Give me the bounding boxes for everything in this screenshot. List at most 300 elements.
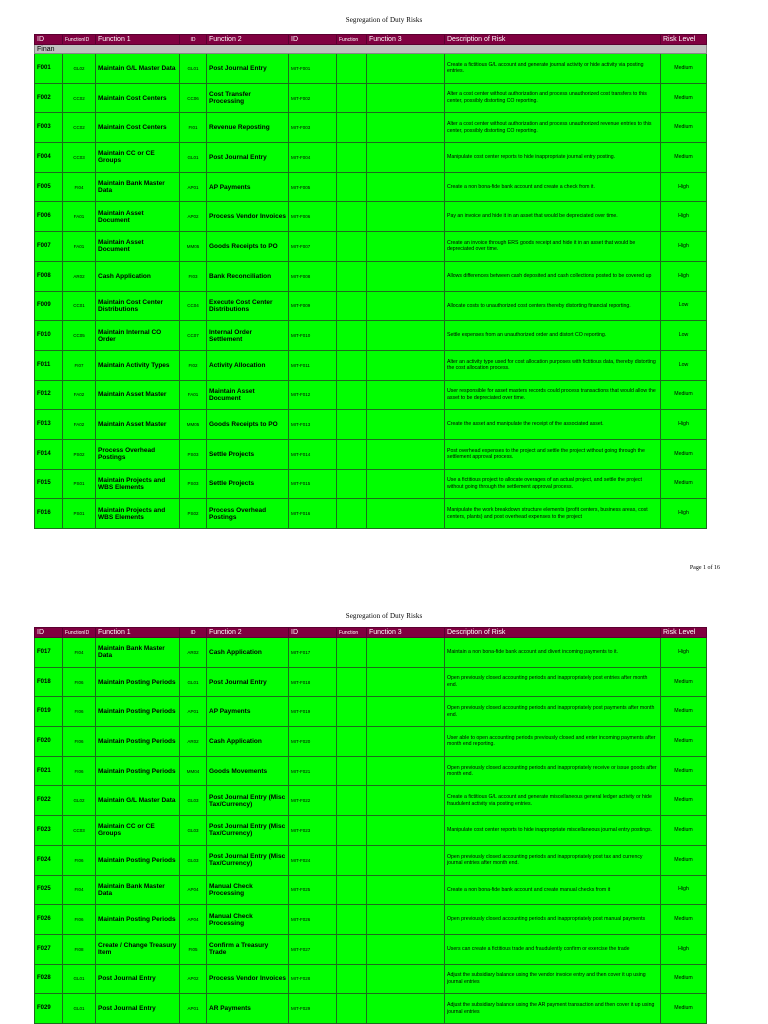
function-2-id: MM05: [180, 410, 207, 440]
function-1-name: Maintain Projects and WBS Elements: [96, 499, 180, 529]
risk-description: Create the asset and manipulate the receipt of the associated asset.: [445, 410, 661, 440]
row-id: F014: [35, 439, 63, 469]
mitigation-id: MIT-F009: [289, 291, 337, 321]
mitigation-id: MIT-F026: [289, 905, 337, 935]
function-1-name: Maintain Bank Master Data: [96, 875, 180, 905]
function-1-name: Create / Change Treasury Item: [96, 934, 180, 964]
mitigation-id: MIT-F012: [289, 380, 337, 410]
function-3-id: [337, 172, 367, 202]
risk-level: Medium: [661, 667, 707, 697]
function-2-id: AR02: [180, 727, 207, 757]
function-1-name: Maintain Cost Centers: [96, 83, 180, 113]
mitigation-id: MIT-F020: [289, 727, 337, 757]
function-1-id: FA01: [63, 232, 96, 262]
risk-level: High: [661, 934, 707, 964]
row-id: F027: [35, 934, 63, 964]
risk-level: Medium: [661, 113, 707, 143]
function-2-id: GL03: [180, 816, 207, 846]
function-2-name: Cash Application: [207, 638, 289, 668]
mitigation-id: MIT-F005: [289, 172, 337, 202]
function-2-name: Manual Check Processing: [207, 875, 289, 905]
row-id: F015: [35, 469, 63, 499]
row-id: F021: [35, 756, 63, 786]
mitigation-id: MIT-F006: [289, 202, 337, 232]
function-1-name: Maintain Asset Document: [96, 232, 180, 262]
function-3-id: [337, 232, 367, 262]
risk-table: [34, 34, 707, 529]
function-2-id: FI02: [180, 350, 207, 380]
function-3-name: [367, 964, 445, 994]
function-2-id: AR02: [180, 638, 207, 668]
col-header-id: ID: [35, 628, 63, 638]
function-2-name: Revenue Reposting: [207, 113, 289, 143]
function-3-id: [337, 143, 367, 173]
function-2-name: Maintain Asset Document: [207, 380, 289, 410]
function-1-name: Post Journal Entry: [96, 994, 180, 1024]
risk-level: Medium: [661, 54, 707, 84]
mitigation-id: MIT-F024: [289, 845, 337, 875]
risk-level: Low: [661, 321, 707, 351]
mitigation-id: MIT-F016: [289, 499, 337, 529]
risk-level: Low: [661, 291, 707, 321]
category-label: Finan: [35, 45, 707, 54]
row-id: F002: [35, 83, 63, 113]
function-1-id: FI06: [63, 667, 96, 697]
function-2-id: CC04: [180, 291, 207, 321]
function-2-name: Confirm a Treasury Trade: [207, 934, 289, 964]
row-id: F018: [35, 667, 63, 697]
function-1-id: CC02: [63, 113, 96, 143]
function-3-name: [367, 905, 445, 935]
function-1-id: FA01: [63, 202, 96, 232]
function-2-name: AP Payments: [207, 172, 289, 202]
function-2-id: GL01: [180, 143, 207, 173]
mitigation-id: MIT-F015: [289, 469, 337, 499]
function-3-name: [367, 845, 445, 875]
function-1-name: Maintain Posting Periods: [96, 905, 180, 935]
mitigation-id: MIT-F018: [289, 667, 337, 697]
table-row: [35, 697, 707, 727]
risk-level: Medium: [661, 380, 707, 410]
function-2-id: FI03: [180, 261, 207, 291]
table-row: [35, 202, 707, 232]
risk-description: Users can create a fictitious trade and fraudulently confirm or exercise the trade: [445, 934, 661, 964]
table-row: [35, 113, 707, 143]
row-id: F020: [35, 727, 63, 757]
table-row: [35, 845, 707, 875]
function-2-id: PS02: [180, 499, 207, 529]
function-1-name: Maintain Bank Master Data: [96, 172, 180, 202]
function-2-name: Settle Projects: [207, 469, 289, 499]
mitigation-id: MIT-F022: [289, 786, 337, 816]
function-3-id: [337, 202, 367, 232]
table-row: [35, 964, 707, 994]
table-row: [35, 350, 707, 380]
risk-level: High: [661, 499, 707, 529]
function-3-id: [337, 380, 367, 410]
function-3-id: [337, 261, 367, 291]
function-3-name: [367, 786, 445, 816]
function-3-id: [337, 994, 367, 1024]
row-id: F028: [35, 964, 63, 994]
function-3-id: [337, 697, 367, 727]
function-1-name: Maintain CC or CE Groups: [96, 816, 180, 846]
table-body: [35, 54, 707, 529]
risk-description: Use a fictitious project to allocate overages of an actual project, and settle the project without going through the settlement approval process.: [445, 469, 661, 499]
risk-level: Medium: [661, 697, 707, 727]
function-2-id: FI01: [180, 113, 207, 143]
mitigation-id: MIT-F025: [289, 875, 337, 905]
risk-level: Medium: [661, 469, 707, 499]
function-3-name: [367, 469, 445, 499]
function-3-id: [337, 321, 367, 351]
risk-description: Manipulate the work breakdown structure elements (profit centers, business areas, cost centers, plants) and post overhead expenses to the project: [445, 499, 661, 529]
function-3-id: [337, 469, 367, 499]
function-2-name: Goods Receipts to PO: [207, 410, 289, 440]
function-2-id: AP02: [180, 964, 207, 994]
function-3-id: [337, 638, 367, 668]
function-2-id: AP02: [180, 202, 207, 232]
risk-description: Allows differences between cash deposited and cash collections posted to be covered up: [445, 261, 661, 291]
row-id: F001: [35, 54, 63, 84]
col-header-function-3: Function 3: [367, 628, 445, 638]
mitigation-id: MIT-F014: [289, 439, 337, 469]
function-3-id: [337, 350, 367, 380]
mitigation-id: MIT-F007: [289, 232, 337, 262]
function-3-name: [367, 202, 445, 232]
risk-description: Allocate costs to unauthorized cost centers thereby distorting financial reporting.: [445, 291, 661, 321]
mitigation-id: MIT-F023: [289, 816, 337, 846]
function-3-name: [367, 380, 445, 410]
function-1-name: Maintain Posting Periods: [96, 727, 180, 757]
function-2-name: Cost Transfer Processing: [207, 83, 289, 113]
risk-description: User responsible for asset masters records could process transactions that would allow the asset to be depreciated over time.: [445, 380, 661, 410]
mitigation-id: MIT-F017: [289, 638, 337, 668]
col-header-risk-level: Risk Level: [661, 35, 707, 45]
row-id: F005: [35, 172, 63, 202]
function-2-name: Post Journal Entry: [207, 54, 289, 84]
function-3-name: [367, 232, 445, 262]
col-header-function-id: FunctionID: [63, 628, 96, 638]
table-row: [35, 727, 707, 757]
col-header-function-1: Function 1: [96, 35, 180, 45]
function-3-name: [367, 934, 445, 964]
risk-description: Open previously closed accounting periods and inappropriately post manual payments: [445, 905, 661, 935]
row-id: F023: [35, 816, 63, 846]
risk-description: Settle expenses from an unauthorized order and distort CO reporting.: [445, 321, 661, 351]
function-3-name: [367, 143, 445, 173]
row-id: F011: [35, 350, 63, 380]
function-2-id: FA01: [180, 380, 207, 410]
table-row: [35, 816, 707, 846]
function-3-name: [367, 499, 445, 529]
col-header-function-3: Function 3: [367, 35, 445, 45]
function-3-id: [337, 845, 367, 875]
function-3-id: [337, 291, 367, 321]
col-header-d: ID: [180, 35, 207, 45]
function-3-id: [337, 113, 367, 143]
function-1-id: FA02: [63, 380, 96, 410]
function-3-name: [367, 816, 445, 846]
function-2-name: AP Payments: [207, 697, 289, 727]
function-1-id: GL02: [63, 786, 96, 816]
function-1-id: GL01: [63, 994, 96, 1024]
table-row: [35, 469, 707, 499]
function-2-name: AR Payments: [207, 994, 289, 1024]
function-3-id: [337, 667, 367, 697]
function-2-name: Post Journal Entry (Misc Tax/Currency): [207, 786, 289, 816]
function-1-name: Maintain Bank Master Data: [96, 638, 180, 668]
risk-description: Create a fictitious G/L account and generate journal activity or hide activity via posting entries.: [445, 54, 661, 84]
function-3-name: [367, 83, 445, 113]
risk-description: Manipulate cost center reports to hide inappropriate journal entry posting.: [445, 143, 661, 173]
row-id: F007: [35, 232, 63, 262]
function-3-name: [367, 291, 445, 321]
risk-description: Open previously closed accounting periods and inappropriately post entries after month end.: [445, 667, 661, 697]
function-2-id: AP01: [180, 697, 207, 727]
risk-description: Alter a cost center without authorization and process unauthorized cost transfers to this center, possibly distorting CO reporting.: [445, 83, 661, 113]
risk-description: Manipulate cost center reports to hide inappropriate miscellaneous journal entry postings.: [445, 816, 661, 846]
row-id: F008: [35, 261, 63, 291]
risk-level: High: [661, 875, 707, 905]
function-2-name: Goods Movements: [207, 756, 289, 786]
risk-level: Medium: [661, 964, 707, 994]
function-1-id: PS02: [63, 439, 96, 469]
table-row: [35, 54, 707, 84]
mitigation-id: MIT-F027: [289, 934, 337, 964]
function-3-id: [337, 756, 367, 786]
risk-description: Open previously closed accounting periods and inappropriately post tax and currency journal entries after month end.: [445, 845, 661, 875]
function-3-name: [367, 697, 445, 727]
function-2-name: Cash Application: [207, 727, 289, 757]
function-3-id: [337, 964, 367, 994]
risk-description: Alter an activity type used for cost allocation purposes with fictitious data, thereby distorting the cost allocation process.: [445, 350, 661, 380]
function-1-id: PS01: [63, 469, 96, 499]
function-3-name: [367, 727, 445, 757]
risk-description: Adjust the subsidiary balance using the AR payment transaction and then cover it up using journal entries: [445, 994, 661, 1024]
table-body: [35, 638, 707, 1024]
risk-level: Medium: [661, 143, 707, 173]
function-3-id: [337, 816, 367, 846]
row-id: F003: [35, 113, 63, 143]
function-1-name: Maintain Cost Center Distributions: [96, 291, 180, 321]
col-header-function-id: FunctionID: [63, 35, 96, 45]
risk-description: Create a fictitious G/L account and generate miscellaneous general ledger activity or hide fraudulent activity via posting entries.: [445, 786, 661, 816]
function-2-name: Settle Projects: [207, 439, 289, 469]
mitigation-id: MIT-F029: [289, 994, 337, 1024]
function-2-id: GL01: [180, 667, 207, 697]
row-id: F013: [35, 410, 63, 440]
function-2-id: AP01: [180, 172, 207, 202]
table-row: [35, 172, 707, 202]
row-id: F029: [35, 994, 63, 1024]
mitigation-id: MIT-F002: [289, 83, 337, 113]
function-1-id: FI08: [63, 934, 96, 964]
function-1-name: Maintain Posting Periods: [96, 667, 180, 697]
function-1-id: FI04: [63, 172, 96, 202]
col-header-id-2: ID: [289, 628, 337, 638]
function-3-id: [337, 875, 367, 905]
function-2-name: Process Overhead Postings: [207, 499, 289, 529]
risk-description: Pay an invoice and hide it in an asset that would be depreciated over time.: [445, 202, 661, 232]
risk-level: High: [661, 232, 707, 262]
function-3-id: [337, 727, 367, 757]
function-3-id: [337, 54, 367, 84]
function-2-id: AP04: [180, 875, 207, 905]
row-id: F024: [35, 845, 63, 875]
function-2-name: Goods Receipts to PO: [207, 232, 289, 262]
table-row: [35, 667, 707, 697]
function-1-id: FI06: [63, 697, 96, 727]
function-1-name: Maintain Posting Periods: [96, 756, 180, 786]
risk-level: Medium: [661, 816, 707, 846]
function-3-name: [367, 172, 445, 202]
function-1-id: CC01: [63, 291, 96, 321]
col-header-function-2: Function 2: [207, 35, 289, 45]
row-id: F006: [35, 202, 63, 232]
function-3-id: [337, 83, 367, 113]
row-id: F017: [35, 638, 63, 668]
function-1-name: Maintain CC or CE Groups: [96, 143, 180, 173]
function-1-id: FI06: [63, 727, 96, 757]
function-1-name: Cash Application: [96, 261, 180, 291]
table-row: [35, 83, 707, 113]
risk-description: Create a non bona-fide bank account and create a check from it.: [445, 172, 661, 202]
risk-description: Adjust the subsidiary balance using the vendor invoice entry and then cover it up using journal entries: [445, 964, 661, 994]
risk-description: Alter a cost center without authorization and process unauthorized revenue entries to this center, possibly distorting CO reporting.: [445, 113, 661, 143]
function-3-name: [367, 638, 445, 668]
mitigation-id: MIT-F010: [289, 321, 337, 351]
table-row: [35, 380, 707, 410]
table-row: [35, 934, 707, 964]
table-header-row: [35, 628, 707, 638]
row-id: F019: [35, 697, 63, 727]
function-3-id: [337, 786, 367, 816]
function-1-id: FI04: [63, 638, 96, 668]
page-title: Segregation of Duty Risks: [345, 16, 423, 24]
row-id: F012: [35, 380, 63, 410]
function-1-name: Maintain Asset Master: [96, 380, 180, 410]
function-1-id: FI06: [63, 905, 96, 935]
function-1-name: Maintain Cost Centers: [96, 113, 180, 143]
function-1-id: FI06: [63, 845, 96, 875]
row-id: F025: [35, 875, 63, 905]
risk-description: Post overhead expenses to the project and settle the project without going through the settlement approval process.: [445, 439, 661, 469]
mitigation-id: MIT-F011: [289, 350, 337, 380]
risk-level: Medium: [661, 727, 707, 757]
function-2-id: AP04: [180, 905, 207, 935]
function-3-name: [367, 321, 445, 351]
function-2-name: Bank Reconciliation: [207, 261, 289, 291]
risk-level: Medium: [661, 905, 707, 935]
function-2-name: Activity Allocation: [207, 350, 289, 380]
function-2-name: Manual Check Processing: [207, 905, 289, 935]
risk-level: High: [661, 202, 707, 232]
function-3-name: [367, 439, 445, 469]
function-2-id: AP01: [180, 994, 207, 1024]
function-1-name: Maintain Posting Periods: [96, 845, 180, 875]
function-2-id: FI05: [180, 934, 207, 964]
table-row: [35, 143, 707, 173]
risk-description: Create an invoice through ERS goods receipt and hide it in an asset that would be depreciated over time.: [445, 232, 661, 262]
table-row: [35, 875, 707, 905]
function-3-name: [367, 113, 445, 143]
mitigation-id: MIT-F003: [289, 113, 337, 143]
row-id: F009: [35, 291, 63, 321]
function-2-id: CC07: [180, 321, 207, 351]
function-1-name: Maintain Posting Periods: [96, 697, 180, 727]
page-title: Segregation of Duty Risks: [345, 612, 423, 620]
mitigation-id: MIT-F008: [289, 261, 337, 291]
function-1-id: AR02: [63, 261, 96, 291]
risk-description: User able to open accounting periods previously closed and enter incoming payments after month end reporting.: [445, 727, 661, 757]
table-row: [35, 638, 707, 668]
risk-level: High: [661, 172, 707, 202]
risk-level: Medium: [661, 845, 707, 875]
mitigation-id: MIT-F021: [289, 756, 337, 786]
table-row: [35, 905, 707, 935]
risk-level: Medium: [661, 83, 707, 113]
col-header-id: ID: [35, 35, 63, 45]
risk-level: Medium: [661, 439, 707, 469]
function-1-name: Process Overhead Postings: [96, 439, 180, 469]
function-3-name: [367, 261, 445, 291]
function-2-name: Process Vendor Invoices: [207, 202, 289, 232]
col-header-function: Function: [337, 628, 367, 638]
function-3-name: [367, 875, 445, 905]
function-1-name: Post Journal Entry: [96, 964, 180, 994]
function-3-name: [367, 756, 445, 786]
function-2-name: Internal Order Settlement: [207, 321, 289, 351]
function-3-name: [367, 667, 445, 697]
table-row: [35, 786, 707, 816]
table-row: [35, 261, 707, 291]
function-1-id: GL02: [63, 54, 96, 84]
row-id: F010: [35, 321, 63, 351]
table-row: [35, 499, 707, 529]
category-row: [35, 45, 707, 54]
mitigation-id: MIT-F001: [289, 54, 337, 84]
function-2-id: MM04: [180, 756, 207, 786]
col-header-function-2: Function 2: [207, 628, 289, 638]
risk-level: Medium: [661, 756, 707, 786]
function-1-id: CC03: [63, 816, 96, 846]
function-3-id: [337, 934, 367, 964]
function-1-name: Maintain Projects and WBS Elements: [96, 469, 180, 499]
risk-table: [34, 627, 707, 1024]
function-1-id: FI06: [63, 756, 96, 786]
mitigation-id: MIT-F028: [289, 964, 337, 994]
function-2-id: PS03: [180, 469, 207, 499]
page-number: Page 1 of 16: [689, 565, 720, 571]
mitigation-id: MIT-F013: [289, 410, 337, 440]
function-1-name: Maintain Activity Types: [96, 350, 180, 380]
function-2-id: MM05: [180, 232, 207, 262]
function-2-id: CC06: [180, 83, 207, 113]
function-3-name: [367, 350, 445, 380]
risk-level: Low: [661, 350, 707, 380]
risk-level: High: [661, 261, 707, 291]
function-1-id: FI04: [63, 875, 96, 905]
col-header-function-1: Function 1: [96, 628, 180, 638]
function-2-name: Post Journal Entry (Misc Tax/Currency): [207, 845, 289, 875]
function-2-id: GL01: [180, 54, 207, 84]
table-row: [35, 232, 707, 262]
function-1-id: FA02: [63, 410, 96, 440]
risk-level: High: [661, 410, 707, 440]
function-1-id: CC02: [63, 83, 96, 113]
function-2-name: Post Journal Entry (Misc Tax/Currency): [207, 816, 289, 846]
